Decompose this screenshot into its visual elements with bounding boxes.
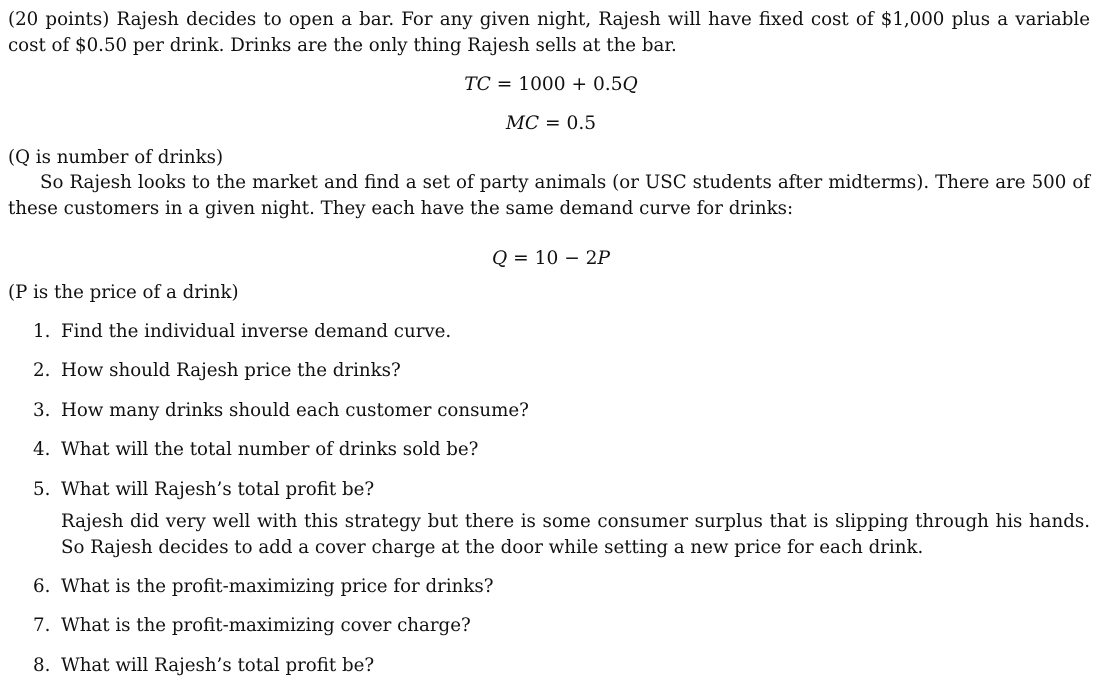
question-number: 1. xyxy=(33,321,51,342)
question-text: What will the total number of drinks sold be? xyxy=(61,439,479,460)
list-item xyxy=(33,439,478,461)
market-line-1: So Rajesh looks to the market and find a set of party animals (or USC students after midterms). There are 500 of xyxy=(40,172,1090,193)
question-number: 2. xyxy=(33,360,51,381)
question-number: 5. xyxy=(33,479,51,500)
question-number: 6. xyxy=(33,576,51,597)
question-text: What will Rajesh’s total profit be? xyxy=(61,479,375,500)
market-line-2: these customers in a given night. They each have the same demand curve for drinks: xyxy=(8,198,794,219)
p-note: (P is the price of a drink) xyxy=(8,282,239,303)
question-number: 7. xyxy=(33,615,51,636)
question-number: 3. xyxy=(33,400,51,421)
question-text: What will Rajesh’s total profit be? xyxy=(61,655,375,676)
equation-total-cost xyxy=(0,74,1102,96)
interlude-line-2: So Rajesh decides to add a cover charge at the door while setting a new price for each drink. xyxy=(61,537,924,558)
intro-line-2: cost of $0.50 per drink. Drinks are the only thing Rajesh sells at the bar. xyxy=(8,35,677,56)
list-item xyxy=(33,479,374,501)
question-text: What is the profit-maximizing cover charge? xyxy=(61,615,471,636)
eq-demand-var: P xyxy=(597,248,611,269)
list-item xyxy=(33,400,529,422)
list-item xyxy=(33,360,401,382)
question-text: How should Rajesh price the drinks? xyxy=(61,360,401,381)
intro-line-1: (20 points) Rajesh decides to open a bar. For any given night, Rajesh will have fixed cost of $1,000 plus a variable xyxy=(8,9,1090,30)
q-note: (Q is number of drinks) xyxy=(8,147,224,168)
list-item xyxy=(33,321,451,343)
eq-tc-var: Q xyxy=(622,74,638,95)
eq-demand-lhs: Q xyxy=(491,248,508,269)
eq-tc-rhs: = 1000 + 0.5 xyxy=(490,74,623,95)
eq-mc-rhs: = 0.5 xyxy=(539,113,597,134)
question-number: 8. xyxy=(33,655,51,676)
question-number: 4. xyxy=(33,439,51,460)
list-item xyxy=(33,655,374,677)
eq-mc-lhs: MC xyxy=(505,113,540,134)
list-item xyxy=(33,576,494,598)
eq-tc-lhs: TC xyxy=(464,74,491,95)
list-item xyxy=(33,615,471,637)
eq-demand-rhs: = 10 − 2 xyxy=(507,248,598,269)
equation-demand xyxy=(0,248,1102,270)
question-text: How many drinks should each customer consume? xyxy=(61,400,529,421)
interlude-line-1: Rajesh did very well with this strategy but there is some consumer surplus that is slipping through his hands. xyxy=(61,511,1090,532)
question-text: Find the individual inverse demand curve. xyxy=(61,321,452,342)
equation-marginal-cost xyxy=(0,113,1102,135)
question-text: What is the profit-maximizing price for drinks? xyxy=(61,576,494,597)
